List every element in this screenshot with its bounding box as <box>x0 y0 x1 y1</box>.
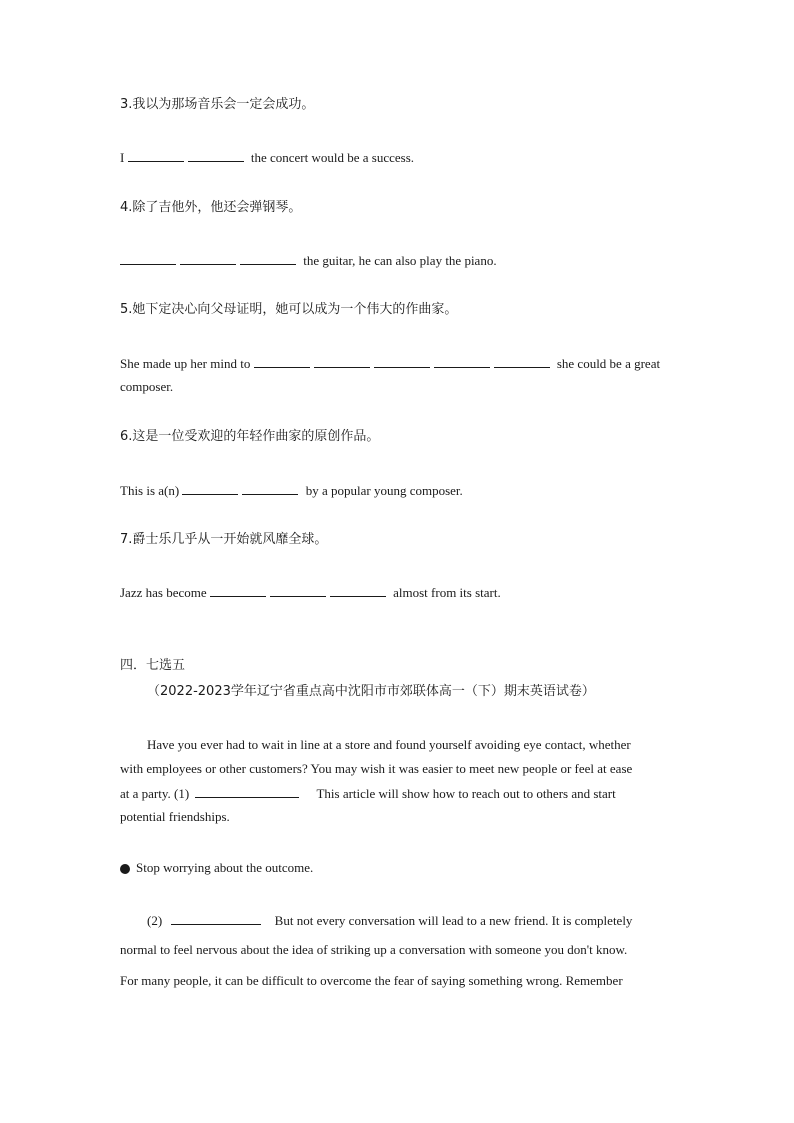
question-5-suffix: she could be a great <box>556 356 661 371</box>
paragraph-1-line-4: potential friendships. <box>120 809 230 824</box>
question-6-english <box>120 482 463 499</box>
question-6-suffix: by a popular young composer. <box>305 483 463 498</box>
question-4-suffix: the guitar, he can also play the piano. <box>303 253 497 268</box>
paragraph-1-line-3 <box>120 785 616 802</box>
question-5-chinese: 5.她下定决心向父母证明，她可以成为一个伟大的作曲家。 <box>120 302 458 317</box>
blank-2-label: (2) <box>147 913 163 928</box>
answer-blank[interactable] <box>120 252 176 265</box>
paragraph-2-line-1-rest: But not every conversation will lead to a new friend. It is completely <box>274 913 633 928</box>
answer-blank-1[interactable] <box>195 785 299 798</box>
answer-blank[interactable] <box>254 355 310 368</box>
section-heading: 四．七选五 <box>120 658 186 673</box>
question-4-english <box>120 252 497 269</box>
answer-blank[interactable] <box>128 149 184 162</box>
answer-blank[interactable] <box>494 355 550 368</box>
answer-blank[interactable] <box>182 482 238 495</box>
paragraph-1-line-2: with employees or other customers? You may wish it was easier to meet new people or feel at ease <box>120 761 633 776</box>
paragraph-2-line-1 <box>120 912 632 929</box>
question-7-english <box>120 584 501 601</box>
source-note: （2022-2023学年辽宁省重点高中沈阳市市郊联体高一（下）期末英语试卷） <box>147 684 595 699</box>
question-6-chinese: 6.这是一位受欢迎的年轻作曲家的原创作品。 <box>120 429 380 444</box>
question-5-prefix: She made up her mind to <box>120 356 251 371</box>
answer-blank[interactable] <box>242 482 298 495</box>
answer-blank[interactable] <box>210 584 266 597</box>
question-3-suffix: the concert would be a success. <box>250 150 415 165</box>
question-6-prefix: This is a(n) <box>120 483 180 498</box>
question-5-continuation: composer. <box>120 379 174 394</box>
question-3-chinese: 3.我以为那场音乐会一定会成功。 <box>120 97 315 112</box>
paragraph-2-line-3: For many people, it can be difficult to overcome the fear of saying something wrong. Remember <box>120 973 623 988</box>
question-5-english <box>120 355 660 372</box>
answer-blank[interactable] <box>374 355 430 368</box>
answer-blank[interactable] <box>330 584 386 597</box>
answer-blank[interactable] <box>434 355 490 368</box>
question-7-suffix: almost from its start. <box>393 585 501 600</box>
question-7-prefix: Jazz has become <box>120 585 207 600</box>
question-4-chinese: 4.除了吉他外，他还会弹钢琴。 <box>120 200 302 215</box>
answer-blank[interactable] <box>314 355 370 368</box>
paragraph-1-line-3-rest: This article will show how to reach out to others and start <box>316 786 616 801</box>
answer-blank[interactable] <box>188 149 244 162</box>
bullet-text: Stop worrying about the outcome. <box>136 860 314 875</box>
question-3-prefix: I <box>120 150 125 165</box>
question-7-chinese: 7.爵士乐几乎从一开始就风靡全球。 <box>120 532 328 547</box>
bullet-icon <box>120 864 130 874</box>
answer-blank[interactable] <box>270 584 326 597</box>
blank-1-label: at a party. (1) <box>120 786 190 801</box>
answer-blank[interactable] <box>180 252 236 265</box>
question-3-english <box>120 149 414 166</box>
answer-blank-2[interactable] <box>171 912 261 925</box>
paragraph-1-line-1: Have you ever had to wait in line at a store and found yourself avoiding eye contact, whether <box>147 737 631 752</box>
bullet-heading <box>120 860 313 876</box>
answer-blank[interactable] <box>240 252 296 265</box>
paragraph-2-line-2: normal to feel nervous about the idea of striking up a conversation with someone you don't know. <box>120 942 628 957</box>
